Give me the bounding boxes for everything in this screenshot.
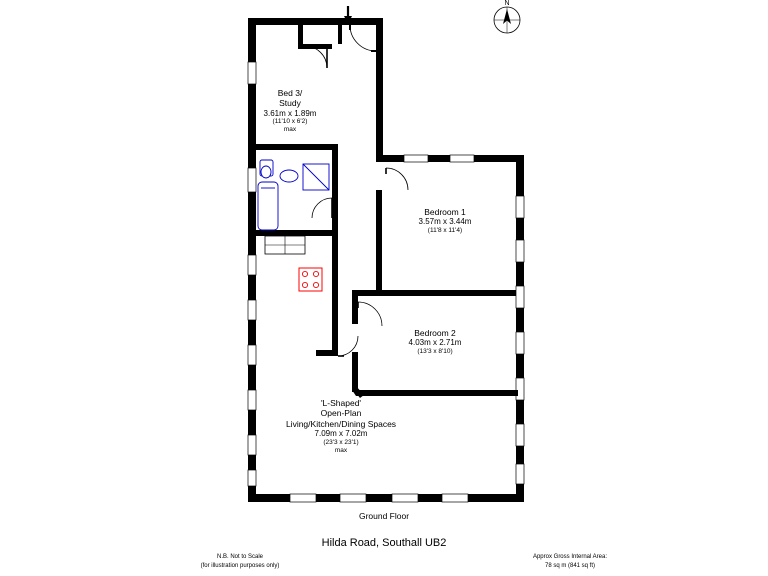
room-name-line2: Open-Plan <box>320 408 362 419</box>
room-dimensions-metric: 7.09m x 7.02m <box>314 429 368 439</box>
disclaimer-note <box>140 553 340 570</box>
compass-icon <box>494 7 520 33</box>
area-note <box>460 553 680 570</box>
address-title: Hilda Road, Southall UB2 <box>321 537 447 549</box>
room-note: max <box>334 446 348 454</box>
room-label-bed3 <box>235 88 345 134</box>
room-name-line1: Bedroom 1 <box>424 207 466 217</box>
room-dimensions-imperial: (13'3 x 8'10) <box>417 348 453 356</box>
room-dimensions-metric: 4.03m x 2.71m <box>408 338 462 348</box>
room-name-line3: Living/Kitchen/Dining Spaces <box>285 418 397 429</box>
area-line1: Approx Gross Internal Area: <box>532 554 608 560</box>
area-line2: 78 sq m (841 sq ft) <box>544 562 596 569</box>
room-dimensions-imperial: (11'10 x 6'2) <box>272 118 308 126</box>
room-dimensions-metric: 3.61m x 1.89m <box>263 108 317 118</box>
room-label-bedroom2 <box>365 328 505 356</box>
room-name-line2: Study <box>279 98 301 109</box>
disclaimer-line2: (for illustration purposes only) <box>200 562 280 569</box>
room-dimensions-imperial: (11'8 x 11'4) <box>427 227 463 235</box>
room-label-open-plan <box>256 398 426 455</box>
room-name-line1: Bed 3/ <box>277 88 303 98</box>
room-note: max <box>283 126 297 134</box>
kitchen-fixtures <box>265 236 322 291</box>
room-name-line1: 'L-Shaped' <box>320 398 362 408</box>
room-name-line1: Bedroom 2 <box>414 328 456 338</box>
room-dimensions-metric: 3.57m x 3.44m <box>418 217 472 227</box>
floor-title: Ground Floor <box>358 511 410 521</box>
disclaimer-line1: N.B. Not to Scale <box>216 554 264 560</box>
room-dimensions-imperial: (23'3 x 23'1) <box>323 438 359 446</box>
bathroom-fixtures <box>258 160 329 230</box>
compass-north-label: N <box>504 0 510 7</box>
room-label-bedroom1 <box>380 207 510 235</box>
